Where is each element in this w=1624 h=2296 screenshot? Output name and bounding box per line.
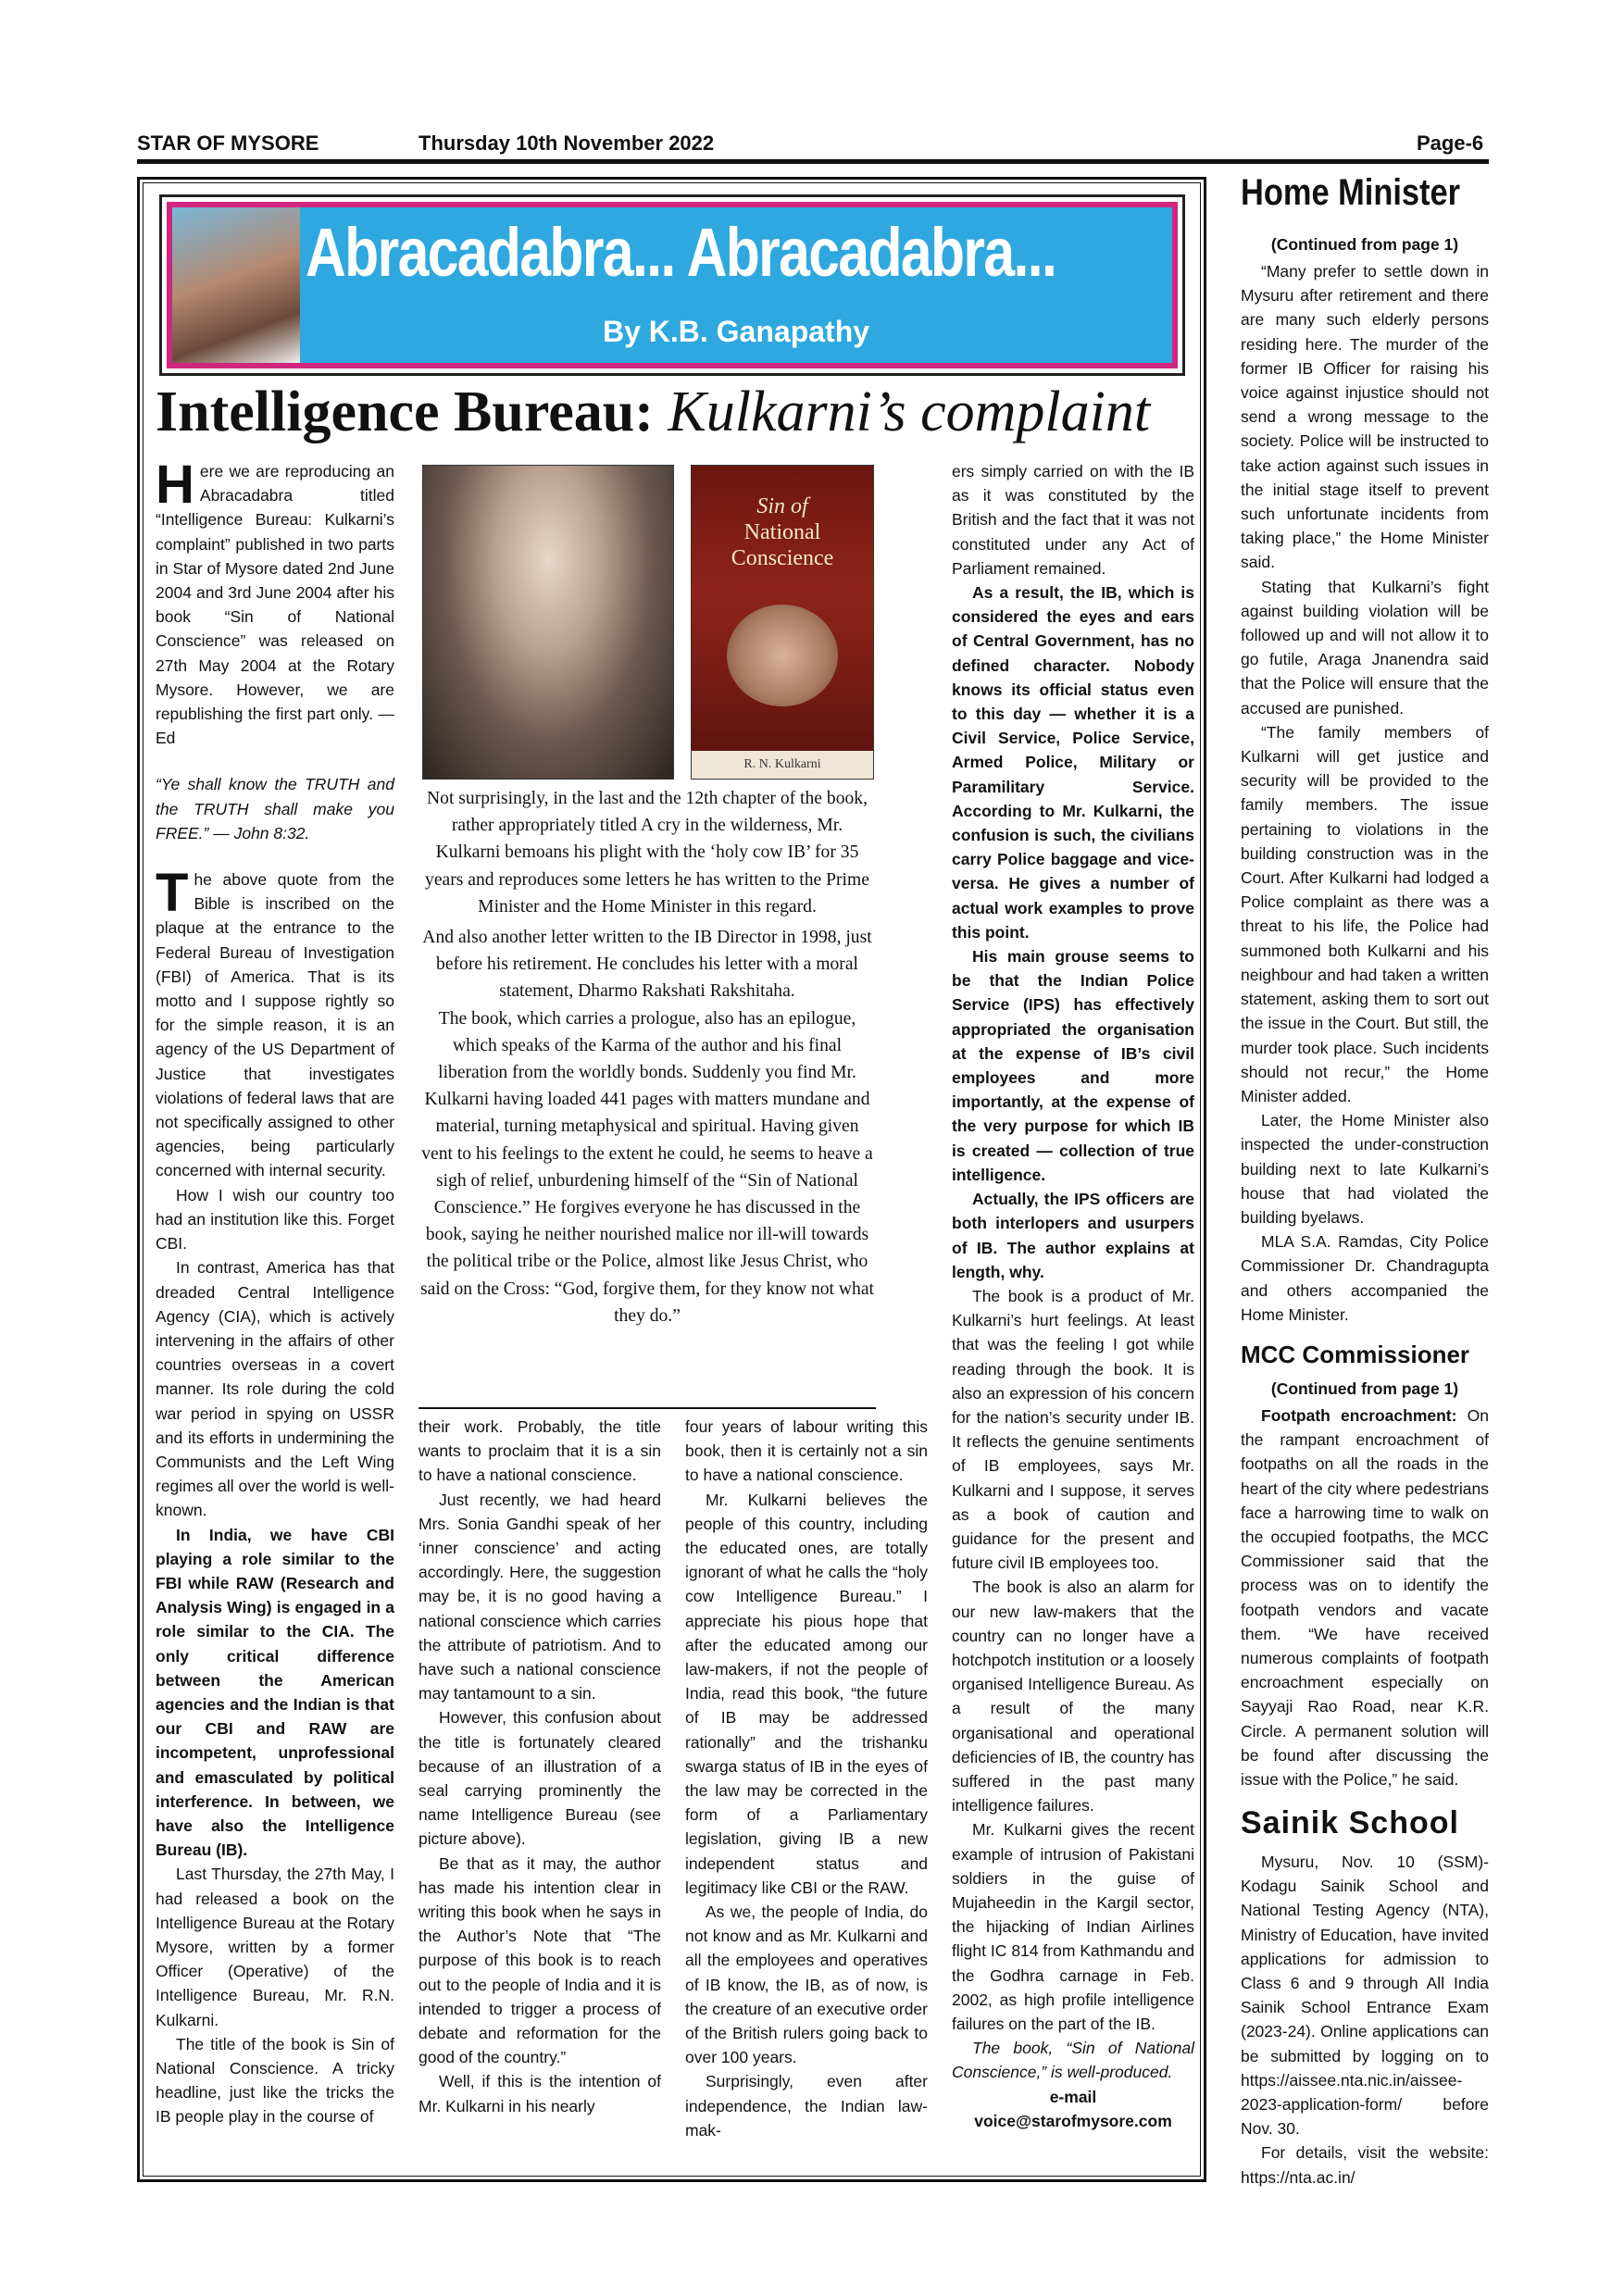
masthead-name: STAR OF MYSORE bbox=[137, 131, 319, 155]
article-paragraph: The book is also an alarm for our new law-makers that the country can no longer have a hotchpotch institution or a loosely organised Intelligence Bureau. As a result of the many organisational and operational deficiencies of IB, the country has suffered in the past many intelligence failures. bbox=[952, 1578, 1194, 1816]
column-title: Abracadabra... Abracadabra... bbox=[306, 214, 1056, 291]
continued-note: (Continued from page 1) bbox=[1270, 235, 1459, 254]
page-number: Page-6 bbox=[1417, 131, 1484, 155]
sidebar-paragraph: Later, the Home Minister also inspected the under-construction building next to late Kulkarni’s house that had violated the building byelaws. bbox=[1241, 1111, 1489, 1227]
article-paragraph: ers simply carried on with the IB as it was constituted by the British and the fact that it was not constituted under any Act of Parliament remained. bbox=[952, 462, 1194, 578]
email-label: e-mail bbox=[1049, 2087, 1097, 2106]
featured-paragraph: And also another letter written to the IB Director in 1998, just before his retirement. He concludes his letter with a moral statement, Dharmo Rakshati Rakshitaha. bbox=[422, 928, 872, 1002]
book-cover-image bbox=[691, 465, 874, 780]
header-rule bbox=[137, 159, 1489, 164]
sidebar-story-mcc bbox=[1241, 1404, 1489, 1791]
featured-paragraph: Not surprisingly, in the last and the 12th chapter of the book, rather appropriately titled A cry in the wilderness, Mr. Kulkarni bemoans his plight with the ‘holy cow IB’ for 35 years and reproduces some letters he has written to the Prime Minister and the Home Minister in this regard. bbox=[425, 789, 869, 917]
columnist-photo bbox=[172, 207, 300, 363]
author-portrait-photo bbox=[422, 465, 674, 780]
article-paragraph: The book is a product of Mr. Kulkarni’s hurt feelings. At least that was the feeling I got while reading through the book. It is also an expression of his concern for the nation’s security under IB. It reflects the genuine sentiments of IB employees, says Mr. Kulkarni and I suppose, it serves as a book of caution and guidance for the present and future civil IB employees too. bbox=[952, 1286, 1194, 1573]
ib-seal-icon bbox=[727, 605, 838, 706]
article-paragraph: their work. Probably, the title wants to proclaim that it is a sin to have a national conscience. bbox=[418, 1417, 661, 1485]
book-cover-author: R. N. Kulkarni bbox=[692, 751, 873, 779]
article-headline bbox=[156, 380, 1202, 445]
section-divider bbox=[418, 1407, 876, 1409]
article-paragraph: His main grouse seems to be that the Indian Police Service (IPS) has effectively appropriated the organisation at the expense of IB’s civil employees and more importantly, at the expense of the very purpose for which IB is created — collection of true intelligence. bbox=[952, 947, 1194, 1184]
column-byline: By K.B. Ganapathy bbox=[602, 315, 870, 348]
article-paragraph: However, this confusion about the title is fortunately cleared because of an illustration of a seal carrying prominently the name Intelligence Bureau (see picture above). bbox=[418, 1708, 661, 1849]
article-paragraph: Be that as it may, the author has made his intention clear in writing this book when he says in the Author’s Note that “The purpose of this book is to reach out to the people of India and it is intended to trigger a process of debate and reformation for the good of the country.” bbox=[418, 1853, 661, 2067]
continued-note: (Continued from page 1) bbox=[1270, 1379, 1459, 1398]
article-column-4 bbox=[952, 459, 1194, 2133]
article-paragraph: four years of labour writing this book, then it is certainly not a sin to have a national conscience. bbox=[685, 1417, 928, 1485]
sidebar-paragraph: Footpath encroachment: On the rampant encroachment of footpaths on all the roads in the heart of the city where pedestrians face a harrowing time to walk on the occupied footpaths, the MCC Commissioner said that the process was on to identify the footpath vendors and vacate them. “We have received numerous complaints of footpath encroachment especially on Sayyaji Rao Road, near K.R. Circle. A permanent solution will be found after discussing the issue with the Police,” he said. bbox=[1241, 1406, 1489, 1790]
article-paragraph: Mr. Kulkarni believes the people of this country, including the educated ones, are totally ignorant of what he calls the “holy cow Intelligence Bureau.” I appreciate his pious hope that after the educated among our law-makers, if not the people of India, read this book, “the future of IB may be addressed rationally” and the trishanku swarga status of IB in the eyes of the law may be corrected in the form of a Parliamentary legislation, giving IB a new independent status and legitimacy like CBI or the RAW. bbox=[685, 1490, 928, 1897]
article-paragraph: The above quote from the Bible is inscribed on the plaque at the entrance to the Federal Bureau of Investigation (FBI) of America. That is its motto and I suppose rightly so for the simple reason, it is an agency of the US Department of Justice that investigates violations of federal laws that are not specifically assigned to other agencies, being particularly concerned with internal security. bbox=[156, 863, 394, 1180]
article-column-3 bbox=[685, 1415, 928, 2142]
article-paragraph: Surprisingly, even after independence, the Indian law-mak- bbox=[685, 2072, 928, 2140]
article-paragraph: In contrast, America has that dreaded Central Intelligence Agency (CIA), which is actively intervening in the affairs of other countries overseas in a covert manner. Its role during the cold war period in spying on USSR and its efforts in undermining the Communists and the Left Wing regimes all over the world is well-known. bbox=[156, 1258, 394, 1520]
sidebar-paragraph: MLA S.A. Ramdas, City Police Commissioner Dr. Chandragupta and others accompanied the Home Minister. bbox=[1241, 1232, 1489, 1324]
drop-cap-t: T bbox=[156, 863, 189, 924]
sidebar-paragraph: “The family members of Kulkarni will get justice and security will be provided to the family members. The issue pertaining to violations in the building construction was in the Court. After Kulkarni had lodged a Police complaint as there was a threat to his life, the Police had summoned both Kulkarni and his neighbour and had taken a written statement, asking them to sort out the issue in the Court. But still, the murder took place. Such incidents should not recur,” the Home Minister added. bbox=[1241, 722, 1489, 1105]
issue-date: Thursday 10th November 2022 bbox=[418, 131, 715, 155]
article-paragraph: Last Thursday, the 27th May, I had released a book on the Intelligence Bureau at the Rotary Mysore, written by a former Officer (Operative) of the Intelligence Bureau, Mr. R.N. Kulkarni. bbox=[156, 1865, 394, 2029]
sidebar-story-title: MCC Commissioner bbox=[1241, 1341, 1470, 1368]
headline-italic: Kulkarni’s complaint bbox=[668, 381, 1151, 443]
headline-bold: Intelligence Bureau: bbox=[156, 381, 654, 443]
featured-text-block bbox=[418, 785, 876, 1329]
article-paragraph: Actually, the IPS officers are both interlopers and usurpers of IB. The author explains at length, why. bbox=[952, 1190, 1194, 1281]
article-paragraph: As a result, the IB, which is considered the eyes and ears of Central Government, has no defined character. Nobody knows its official status even to this day — whether it is a Civil Service, Police Service, Armed Police, Military or Paramilitary Service. According to Mr. Kulkarni, the confusion is such, the civilians carry Police baggage and vice-versa. He gives a number of actual work examples to prove this point. bbox=[952, 583, 1194, 942]
closing-note: The book, “Sin of National Conscience,” is well-produced. bbox=[952, 2039, 1194, 2082]
sidebar-story-title: Home Minister bbox=[1241, 172, 1461, 213]
sidebar-paragraph: Mysuru, Nov. 10 (SSM)- Kodagu Sainik School and National Testing Agency (NTA), Ministry of Education, have invited applications for admission to Class 6 and 9 through All India Sainik School Entrance Exam (2023-24). Online applications can be submitted by logging on to https://aissee.nta.nic.in/aissee-2023-application-form/ before Nov. 30. bbox=[1241, 1853, 1489, 2139]
article-paragraph: The title of the book is Sin of National Conscience. A tricky headline, just like the tricks the IB people play in the course of bbox=[156, 2034, 394, 2127]
article-paragraph: As we, the people of India, do not know and as Mr. Kulkarni and all the employees and operatives of IB know, the IB, as of now, is the creature of an executive order of the British rulers going back to over 100 years. bbox=[685, 1903, 928, 2067]
contact-email-link[interactable]: voice@starofmysore.com bbox=[974, 2111, 1172, 2130]
article-column-2 bbox=[418, 1415, 661, 2118]
sidebar-paragraph: Stating that Kulkarni’s fight against building violation will be followed up and will not allow it to go futile, Araga Jnanendra said that the Police will ensure that the accused are punished. bbox=[1241, 577, 1489, 718]
article-paragraph: Well, if this is the intention of Mr. Kulkarni in his nearly bbox=[418, 2072, 661, 2115]
book-cover-title: Sin of National Conscience bbox=[731, 494, 834, 570]
article-paragraph: How I wish our country too had an institution like this. Forget CBI. bbox=[156, 1185, 394, 1254]
article-paragraph: In India, we have CBI playing a role similar to the FBI while RAW (Research and Analysis Wing) is engaged in a role similar to the CIA. The only critical difference between the American agencies and the Indian is that our CBI and RAW are incompetent, unprofessional and emasculated by political interference. In between, we have also the Intelligence Bureau (IB). bbox=[156, 1525, 394, 1860]
article-paragraph: Just recently, we had heard Mrs. Sonia Gandhi speak of her ‘inner conscience’ and acting accordingly. Here, the suggestion may be, it is no good having a national conscience which carries the attribute of patriotism. And to have such a national conscience may tantamount to a sin. bbox=[418, 1490, 661, 1703]
sidebar-paragraph: For details, visit the website: https://nta.ac.in/ bbox=[1241, 2143, 1489, 2187]
editor-note: Here we are reproducing an Abracadabra titled “Intelligence Bureau: Kulkarni’s complaint” published in two parts in Star of Mysore dated 2nd June 2004 and 3rd June 2004 after his book “Sin of National Conscience” was released on 27th May 2004 at the Rotary Mysore. However, we are republishing the first part only. — Ed bbox=[156, 455, 394, 748]
drop-cap-h: H bbox=[156, 455, 194, 515]
bible-quote: “Ye shall know the TRUTH and the TRUTH shall make you FREE.” — John 8:32. bbox=[156, 775, 394, 842]
sidebar-story-title: Sainik School bbox=[1241, 1805, 1459, 1841]
sidebar-paragraph: “Many prefer to settle down in Mysuru after retirement and there are many such elderly persons residing here. The murder of the former IB Officer for raising his voice against injustice should not send a wrong message to the society. Police will be instructed to take action against such issues in the initial stage itself to prevent such unfortunate incidents from taking place,” the Home Minister said. bbox=[1241, 262, 1489, 572]
article-paragraph: Mr. Kulkarni gives the recent example of intrusion of Pakistani soldiers in the guise of Mujaheedin in the Kargil sector, the hijacking of Indian Airlines flight IC 814 from Kathmandu and the Godhra carnage in Feb. 2002, as high profile intelligence failures on the part of the IB. bbox=[952, 1820, 1194, 2033]
sidebar-story-sainik-school bbox=[1241, 1850, 1489, 2190]
featured-paragraph: The book, which carries a prologue, also has an epilogue, which speaks of the Karma of the author and his final liberation from the worldly bonds. Suddenly you find Mr. Kulkarni having loaded 441 pages with matters mundane and material, turning metaphysical and spiritual. Having given vent to his feelings to the extent he could, he seems to heave a sigh of relief, unburdening himself of the “Sin of National Conscience.” He forgives everyone he has discussed in the book, saying he neither nourished malice nor ill-will towards the political tribe or the Police, almost like Jesus Christ, who said on the Cross: “God, forgive them, for they know not what they do.” bbox=[420, 1008, 874, 1326]
article-column-1 bbox=[156, 455, 394, 2129]
sidebar-story-home-minister bbox=[1241, 259, 1489, 1327]
